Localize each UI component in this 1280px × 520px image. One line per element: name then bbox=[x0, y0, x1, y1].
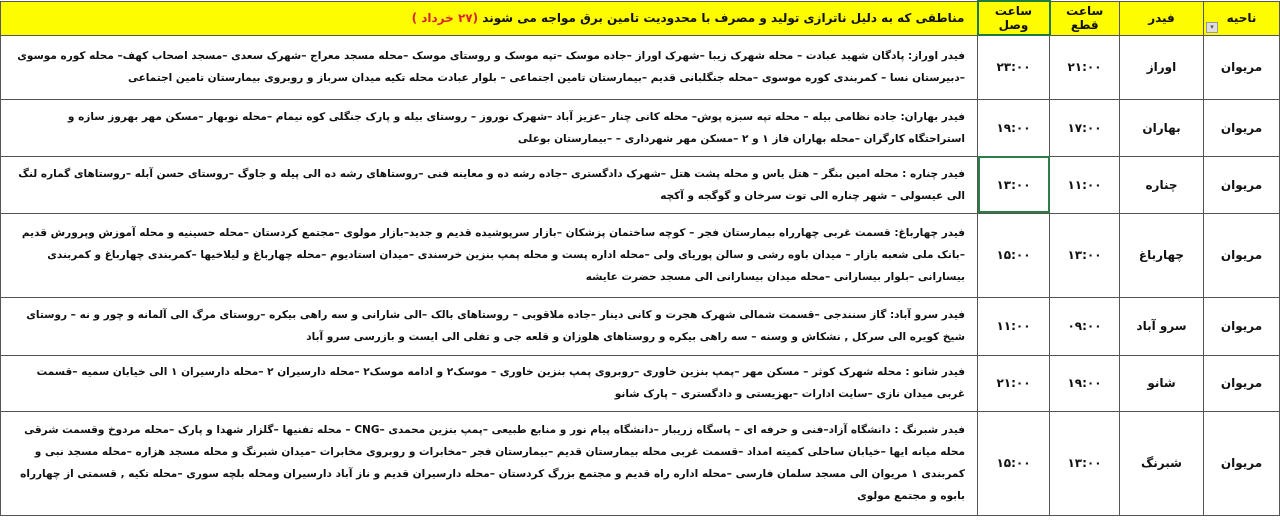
table-row bbox=[1, 99, 1280, 156]
cell-connect-time[interactable]: ۱۱:۰۰ bbox=[978, 297, 1050, 355]
header-connect-time[interactable] bbox=[978, 1, 1050, 35]
header-cut-time-label: ساعت قطع bbox=[1066, 4, 1104, 32]
cell-areas[interactable]: فیدر چناره : محله امین بنگر – هتل یاس و محله پشت هتل –شهرک دادگستری –جاده رشه ده و معاینه فنی –روستاهای رشه ده الی پیله و جاوگ –روستای حسن آبله –روستاهای گماره لنگ الی عیسولی – شهر چناره الی توت سرخان و گوگجه و آکچه bbox=[1, 156, 978, 213]
cell-region[interactable]: مریوان bbox=[1204, 156, 1280, 213]
cell-feeder[interactable]: شبرنگ bbox=[1120, 411, 1204, 515]
cell-region[interactable]: مریوان bbox=[1204, 35, 1280, 99]
cell-connect-time[interactable]: ۲۳:۰۰ bbox=[978, 35, 1050, 99]
cell-areas[interactable]: فیدر اوراز: پادگان شهید عبادت – محله شهرک زیبا –شهرک اوراز –جاده موسک –تپه موسک و روستای موسک –محله مسجد معراج –شهرک سعدی –مسجد اصحاب کهف– محله کوره موسوی –دبیرستان نسا – کمربندی کوره موسوی –محله جنگلبانی قدیم –بیمارستان تامین اجتماعی – بلوار عبادت محله تکیه میدان سرباز و روبروی بیمارستان تامین اجتماعی bbox=[1, 35, 978, 99]
cell-cut-time[interactable]: ۱۳:۰۰ bbox=[1050, 411, 1120, 515]
filter-dropdown-icon[interactable]: ▾ bbox=[1206, 22, 1218, 33]
cell-areas[interactable]: فیدر چهارباغ: قسمت غربی چهارراه بیمارستان فجر – کوچه ساختمان پزشکان –بازار سرپوشیده قدیم و جدید–بازار مولوی –مجتمع کردستان –محله حسینیه و محله آموزش وپرورش قدیم –بانک ملی شعبه بازار – میدان باوه رشی و سالن پوریای ولی –محله اداره پست و محله پمپ بنزین خرسندی –میدان استادیوم –محله چهارباغ و لیلاخیها –کمربندی چهارباغ و کمربندی بیسارانی –بلوار بیسارانی –محله میدان بیسارانی الی مسجد حضرت عایشه bbox=[1, 213, 978, 297]
header-cut-time[interactable] bbox=[1050, 1, 1120, 35]
cell-feeder[interactable]: سرو آباد bbox=[1120, 297, 1204, 355]
header-title[interactable] bbox=[1, 1, 978, 35]
cell-region[interactable]: مریوان bbox=[1204, 355, 1280, 411]
cell-feeder[interactable]: شانو bbox=[1120, 355, 1204, 411]
table-row bbox=[1, 355, 1280, 411]
header-feeder-label: فیدر bbox=[1148, 11, 1175, 25]
cell-region[interactable]: مریوان bbox=[1204, 213, 1280, 297]
cell-areas[interactable]: فیدر شبرنگ : دانشگاه آزاد–فنی و حرفه ای – پاسگاه زریبار –دانشگاه پیام نور و منابع طبیعی –پمپ بنزین محمدی –CNG – محله تفنیها –گلزار شهدا و پارک –محله مردوخ وقسمت شرقی محله میانه ایها –خیابان ساحلی کمیته امداد –قسمت غربی محله بیمارستان قدیم –بیمارستان فجر –مخابرات و روبروی مخابرات –میدان شبرنگ و محله مسجد هزاره –محله مسجد نبی و کمربندی ۱ مریوان الی مسجد سلمان فارسی –محله اداره راه قدیم و مجتمع بزرگ کردستان –محله دارسیران قدیم و ناز آباد دارسیران ومحله بلچه سوری –محله تکیه , قسمتی از چهارراه بابوه و مجتمع مولوی bbox=[1, 411, 978, 515]
cell-region[interactable]: مریوان bbox=[1204, 297, 1280, 355]
cell-connect-time[interactable]: ۱۹:۰۰ bbox=[978, 99, 1050, 156]
cell-cut-time[interactable]: ۱۳:۰۰ bbox=[1050, 213, 1120, 297]
table-row bbox=[1, 411, 1280, 515]
cell-connect-time[interactable]: ۲۱:۰۰ bbox=[978, 355, 1050, 411]
cell-region[interactable]: مریوان bbox=[1204, 99, 1280, 156]
cell-areas[interactable]: فیدر سرو آباد: گاز سنندجی –قسمت شمالی شهرک هجرت و کانی دینار –جاده ملاقوبی – روستاهای بالک –الی شارانی و سه راهی بیکره –روستای مرگ الی آلمانه و چور و نه – روستای شیخ کویره الی سرکل , نشکاش و وسنه – سه راهی بیکره و روستاهای هلوزان و قلعه جی و تفلی الی ایست و بازرسی سرو آباد bbox=[1, 297, 978, 355]
cell-cut-time[interactable]: ۱۹:۰۰ bbox=[1050, 355, 1120, 411]
header-connect-time-label: ساعت وصل bbox=[994, 4, 1033, 32]
cell-cut-time[interactable]: ۰۹:۰۰ bbox=[1050, 297, 1120, 355]
title-date: (۲۷ خرداد ) bbox=[411, 11, 479, 25]
cell-connect-time[interactable]: ۱۵:۰۰ bbox=[978, 213, 1050, 297]
cell-areas[interactable]: فیدر شانو : محله شهرک کوثر – مسکن مهر –پمپ بنزین خاوری –روبروی پمپ بنزین خاوری – موسک۲ و ادامه موسک۲ –محله دارسیران ۲ –محله دارسیران ۱ الی خیابان سمیه –قسمت غربی میدان نازی –سایت ادارات –بهزیستی و دادگستری – پارک شانو bbox=[1, 355, 978, 411]
cell-connect-time[interactable]: ۱۵:۰۰ bbox=[978, 411, 1050, 515]
cell-feeder[interactable]: چهارباغ bbox=[1120, 213, 1204, 297]
cell-feeder[interactable]: اوراز bbox=[1120, 35, 1204, 99]
header-region-label: ناحیه bbox=[1226, 11, 1257, 25]
cell-feeder[interactable]: بهاران bbox=[1120, 99, 1204, 156]
table-row bbox=[1, 213, 1280, 297]
cell-areas[interactable]: فیدر بهاران: جاده نظامی بیله – محله تپه سبزه پوش– محله کانی چنار –عزیز آباد –شهرک نوروز – روستای بیله و پارک جنگلی کوه نیمام –محله نوبهار –مسکن مهر بهروز سازه و استراحتگاه کارگران –محله بهاران فاز ۱ و ۲ –مسکن مهر شهرداری – –بیمارستان بوعلی bbox=[1, 99, 978, 156]
cell-connect-time-selected[interactable]: ۱۳:۰۰ bbox=[978, 156, 1050, 213]
header-row bbox=[1, 1, 1280, 35]
cell-cut-time[interactable]: ۱۱:۰۰ bbox=[1050, 156, 1120, 213]
table-row bbox=[1, 156, 1280, 213]
header-feeder[interactable] bbox=[1120, 1, 1204, 35]
table-row bbox=[1, 297, 1280, 355]
header-region[interactable] bbox=[1204, 1, 1280, 35]
cell-feeder[interactable]: چناره bbox=[1120, 156, 1204, 213]
title-text: مناطقی که به دلیل ناترازی تولید و مصرف با محدودیت تامین برق مواجه می شوند bbox=[482, 11, 965, 25]
cell-cut-time[interactable]: ۲۱:۰۰ bbox=[1050, 35, 1120, 99]
table-row bbox=[1, 35, 1280, 99]
cell-region[interactable]: مریوان bbox=[1204, 411, 1280, 515]
cell-cut-time[interactable]: ۱۷:۰۰ bbox=[1050, 99, 1120, 156]
